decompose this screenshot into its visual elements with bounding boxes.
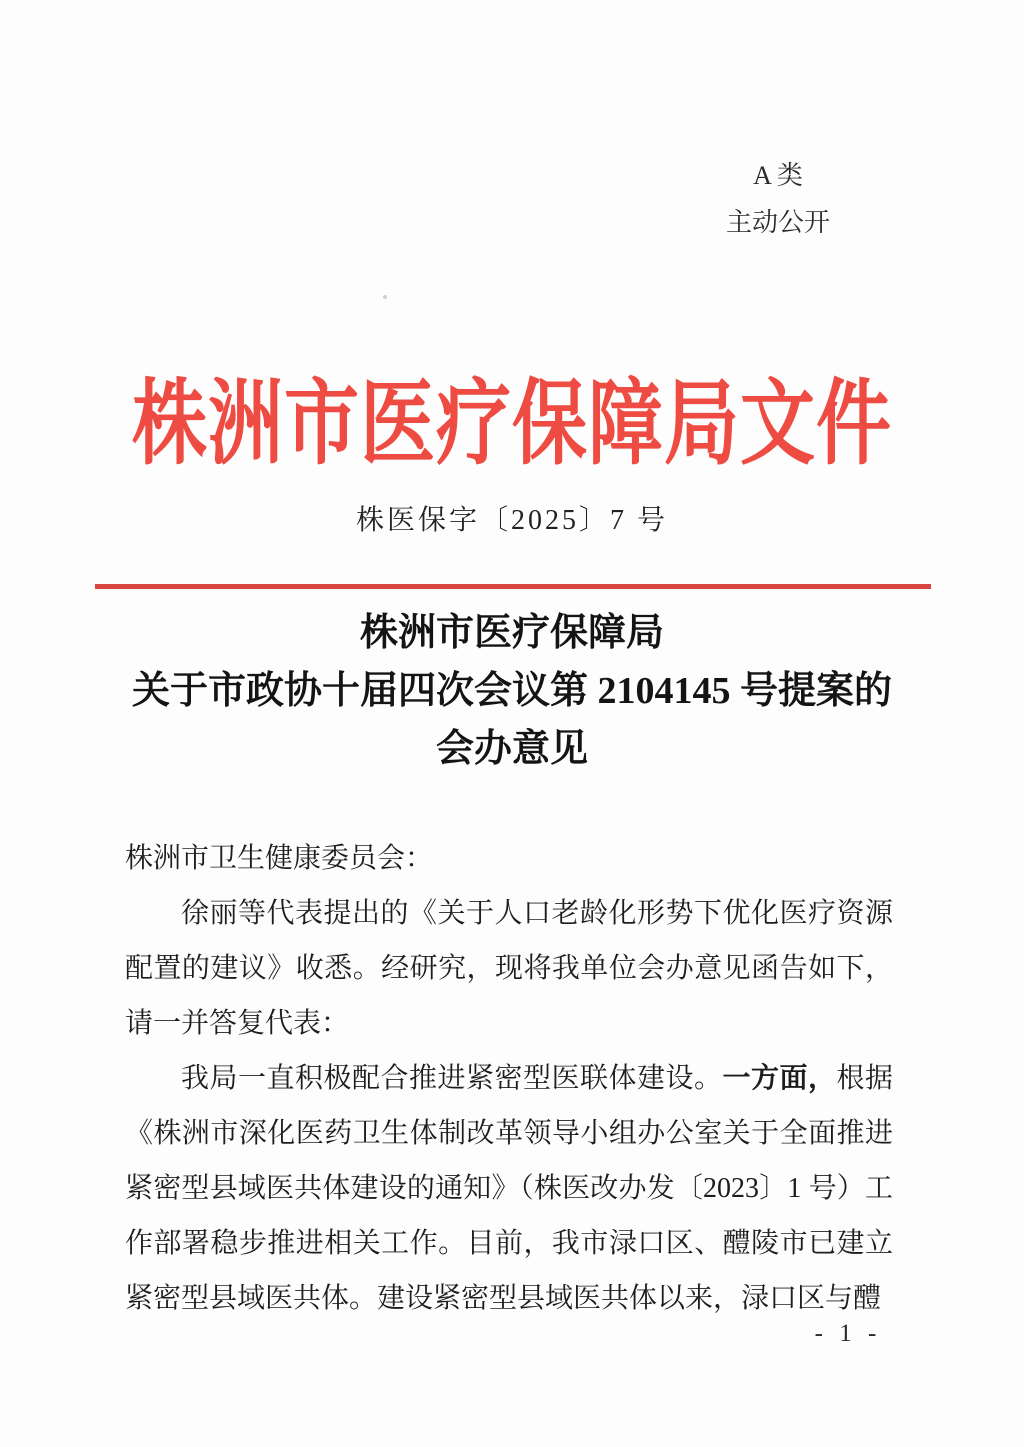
doc-title (0, 604, 1024, 778)
paragraph-text: 徐丽等代表提出的《关于人口老龄化形势下优化医疗资源配置的建议》收悉。经研究，现将我单位会办意见函告如下，请一并答复代表： (125, 898, 893, 1039)
doc-number: 株医保字〔2025〕7 号 (355, 505, 668, 536)
doc-title-line-1: 株洲市医疗保障局 (359, 612, 664, 654)
doc-title-line-3: 会办意见 (435, 728, 588, 770)
scan-artifact (383, 295, 387, 299)
body-paragraph (125, 886, 893, 1051)
body-paragraph (125, 1051, 893, 1326)
emphasis-text: 一方面， (722, 1063, 837, 1094)
body-paragraphs (125, 886, 893, 1326)
disclosure-label: 主动公开 (725, 208, 830, 237)
page-number: - 1 - (814, 1320, 882, 1347)
body-text (125, 831, 893, 1326)
doc-title-line-2: 关于市政协十届四次会议第 2104145 号提案的 (131, 670, 892, 712)
letterhead-title: 株洲市医疗保障局文件 (131, 373, 892, 477)
salutation: 株洲市卫生健康委员会： (125, 843, 434, 874)
classification-label: A 类 (753, 161, 803, 190)
paragraph-text: 我局一直积极配合推进紧密型医联体建设。 (181, 1063, 723, 1094)
classification-block (718, 152, 838, 246)
red-divider (95, 584, 931, 589)
paragraph-text: 根据《株洲市深化医药卫生体制改革领导小组办公室关于全面推进紧密型县域医共体建设的通知》（株医改办发〔2023〕1 号）工作部署稳步推进相关工作。目前，我市渌口区、醴陵市已建立紧密型县域医共体。建设紧密型县域医共体以来，渌口区与醴 (125, 1063, 893, 1314)
